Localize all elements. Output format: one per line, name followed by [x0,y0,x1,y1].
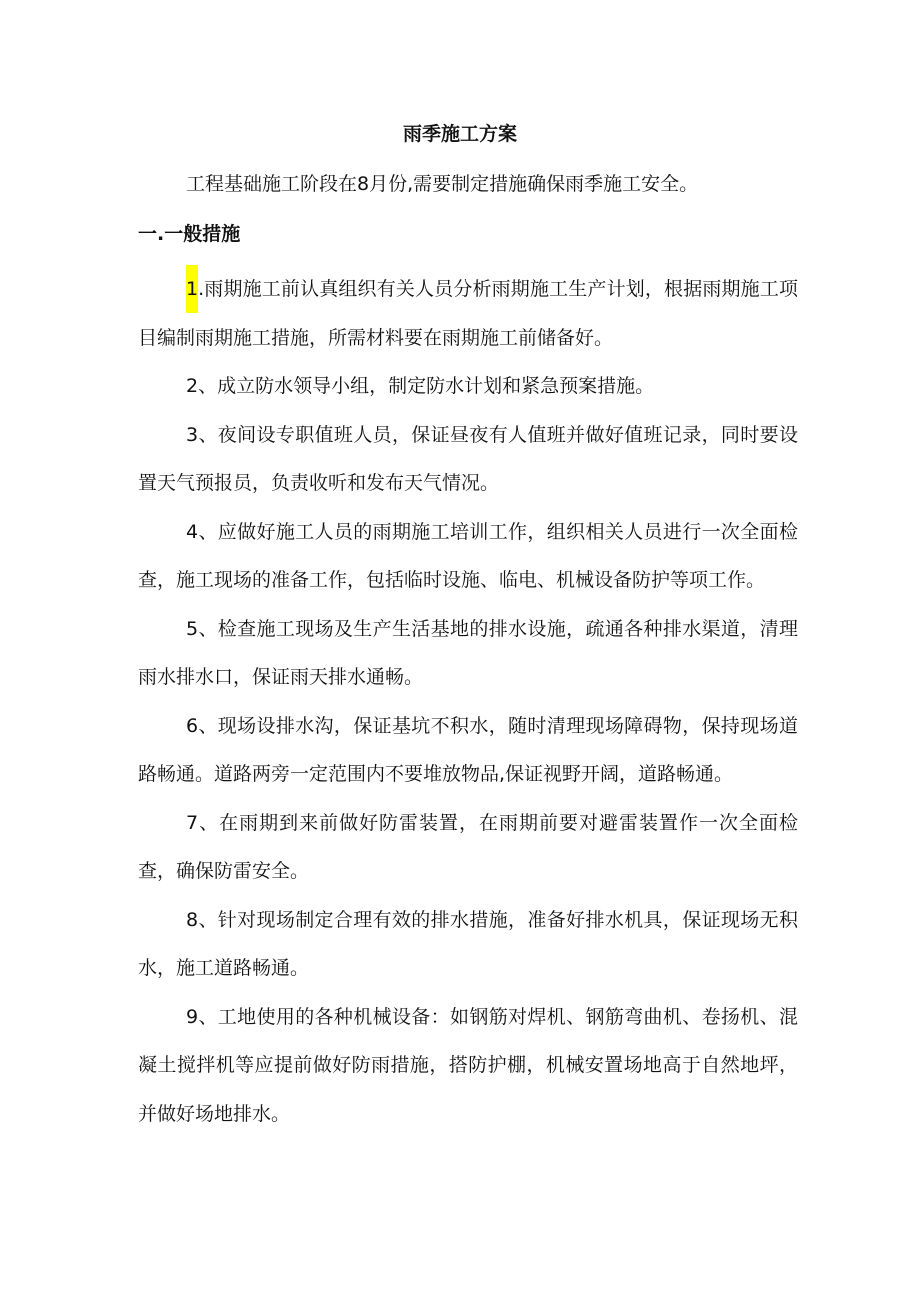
measures-list [138,265,798,1138]
item-text: 针对现场制定合理有效的排水措施，准备好排水机具，保证现场无积水，施工道路畅通。 [138,908,798,979]
item-separator: . [198,278,205,300]
item-number: 3 [186,423,199,446]
item-text: 夜间设专职值班人员，保证昼夜有人值班并做好值班记录，同时要设置天气预报员，负责收听和发布天气情况。 [138,423,798,494]
item-number: 2 [186,375,199,397]
list-item [138,702,798,799]
list-item [138,799,798,896]
item-separator: 、 [198,375,218,397]
item-separator: 、 [198,1005,218,1028]
item-text: 应做好施工人员的雨期施工培训工作，组织相关人员进行一次全面检查，施工现场的准备工作，包括临时设施、临电、机械设备防护等项工作。 [138,520,798,591]
item-separator: 、 [198,617,218,640]
item-number: 7 [186,811,199,834]
item-number: 8 [186,908,199,931]
item-separator: 、 [198,714,218,737]
list-item [138,411,798,508]
item-text: 现场设排水沟，保证基坑不积水，随时清理现场障碍物，保持现场道路畅通。道路两旁一定范围内不要堆放物品,保证视野开阔，道路畅通。 [138,714,798,785]
item-text: 在雨期到来前做好防雷装置，在雨期前要对避雷装置作一次全面检查，确保防雷安全。 [138,811,798,882]
item-separator: 、 [198,423,218,446]
item-number: 4 [186,520,199,543]
item-text: 工地使用的各种机械设备：如钢筋对焊机、钢筋弯曲机、卷扬机、混凝土搅拌机等应提前做好防雨措施，搭防护棚，机械安置场地高于自然地坪，并做好场地排水。 [138,1005,798,1125]
item-text: 成立防水领导小组，制定防水计划和紧急预案措施。 [217,375,655,397]
list-item [138,265,798,362]
intro-paragraph: 工程基础施工阶段在8月份,需要制定措施确保雨季施工安全。 [186,173,699,195]
list-item [138,605,798,702]
item-number: 6 [186,714,199,737]
item-number-highlighted: 1 [186,265,198,313]
item-separator: 、 [198,520,218,543]
list-item [138,362,798,411]
item-number: 9 [186,1005,199,1028]
item-number: 5 [186,617,199,640]
section-heading: 一.一般措施 [138,223,241,245]
list-item [138,896,798,993]
item-separator: 、 [198,811,220,834]
item-text: 雨期施工前认真组织有关人员分析雨期施工生产计划，根据雨期施工项目编制雨期施工措施，所需材料要在雨期施工前储备好。 [138,278,798,349]
item-text: 检查施工现场及生产生活基地的排水设施，疏通各种排水渠道，清理雨水排水口，保证雨天排水通畅。 [138,617,798,688]
item-separator: 、 [198,908,218,931]
list-item [138,993,798,1139]
list-item [138,508,798,605]
document-title: 雨季施工方案 [402,123,517,145]
